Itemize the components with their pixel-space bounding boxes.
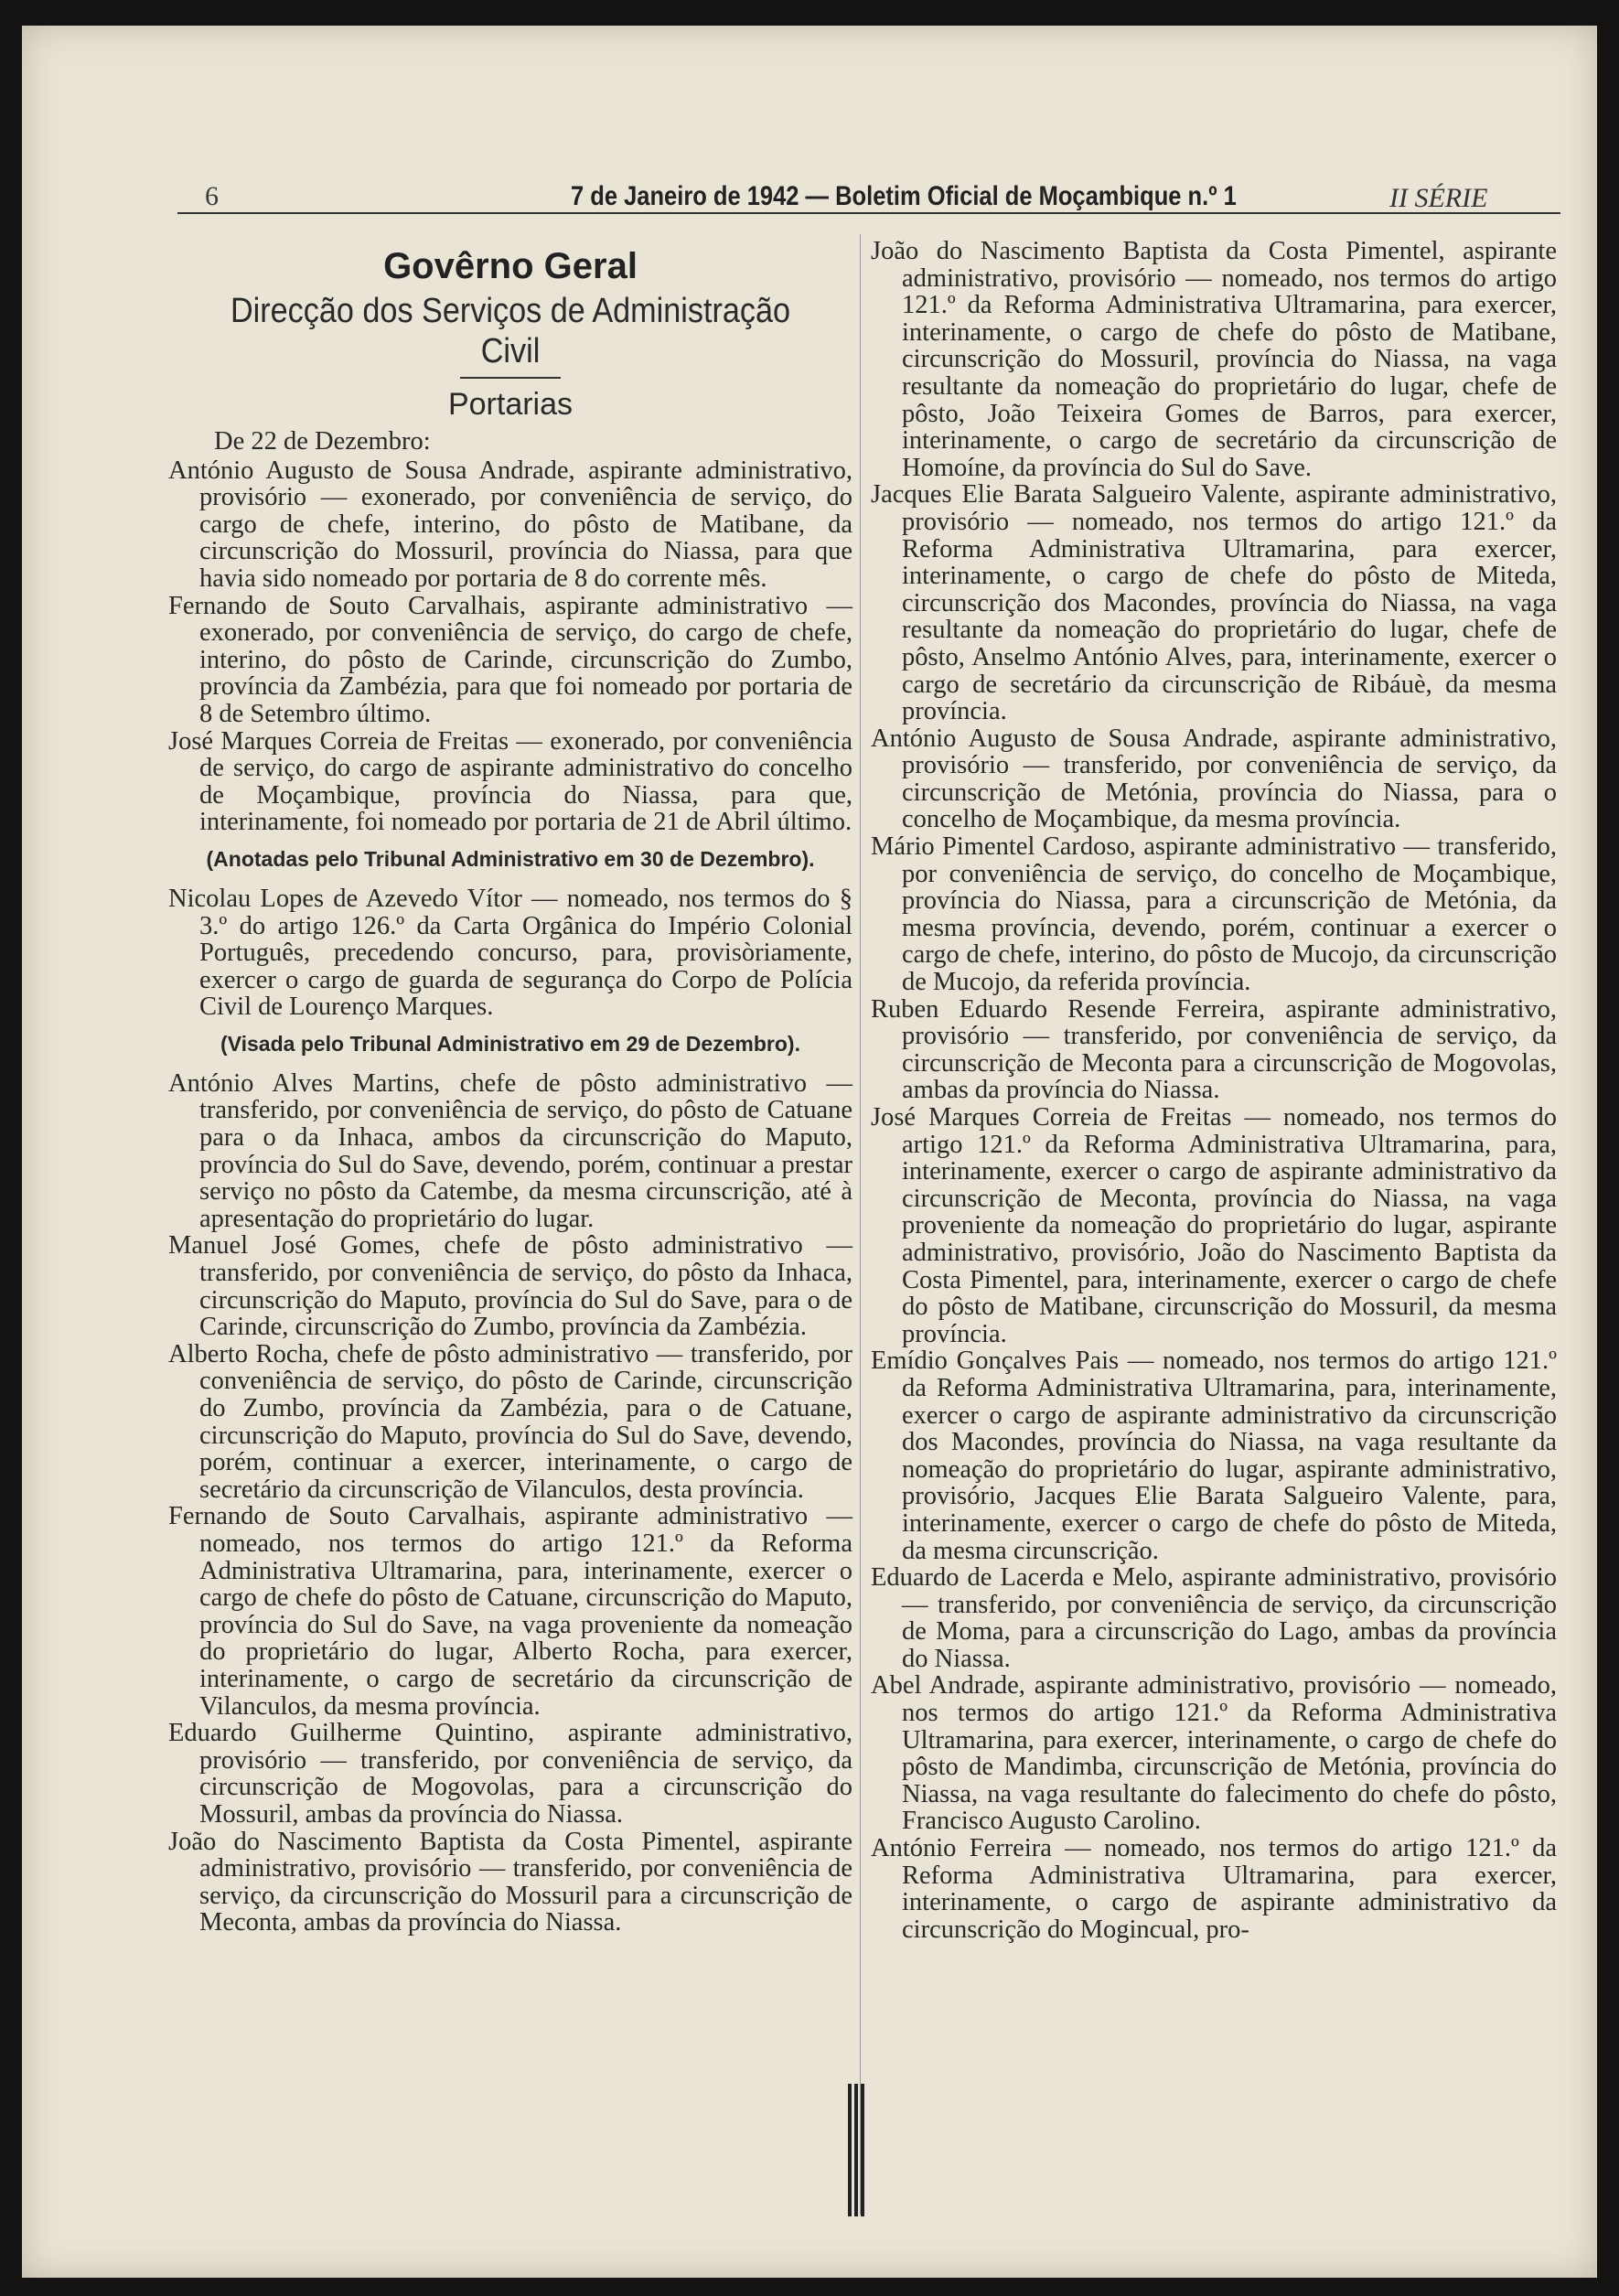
entry: Fernando de Souto Carvalhais, aspirante administrativo — exonerado, por conveniência de serviço, do cargo de chefe, interino, do pôsto de Carinde, circunscrição do Zumbo, província da Zambézia, para que foi nomeado por portaria de 8 de Setembro último.: [168, 591, 852, 728]
entry: José Marques Correia de Freitas — exonerado, por conveniência de serviço, do cargo de aspirante administrativo do concelho de Moçambique, província do Niassa, para que, interinamente, foi nomeado por portaria de 21 de Abril último.: [168, 726, 852, 837]
column-divider: [860, 234, 861, 2215]
entry: Jacques Elie Barata Salgueiro Valente, aspirante administrativo, provisório — nomeado, nos termos do artigo 121.º da Reforma Administrativa Ultramarina, para exercer, interinamente, o cargo de chefe do pôsto de Miteda, circunscrição dos Macondes, província do Niassa, na vaga resultante da nomeação do proprietário do lugar, chefe de pôsto, Anselmo António Alves, para, interinamente, exercer o cargo de secretário da circunscrição de Ribáuè, da mesma província.: [871, 480, 1557, 726]
entry: Mário Pimentel Cardoso, aspirante administrativo — transferido, por conveniência de serviço, do concelho de Moçambique, província do Niassa, para a circunscrição de Metónia, da mesma província, devendo, porém, continuar a exercer o cargo de chefe, interino, do pôsto de Mucojo, da circunscrição de Mucojo, da referida província.: [871, 832, 1557, 997]
header-series: II SÉRIE: [1389, 183, 1488, 213]
entry: João do Nascimento Baptista da Costa Pimentel, aspirante administrativo, provisório — nomeado, nos termos do artigo 121.º da Reforma Administrativa Ultramarina, para exercer, interinamente, o cargo de chefe do pôsto de Matibane, circunscrição do Mossuril, província do Niassa, na vaga resultante da nomeação do proprietário do lugar, chefe de pôsto, João Teixeira Gomes de Barros, para exercer, interinamente, o cargo de secretário da circunscrição de Homoíne, da província do Sul do Save.: [871, 237, 1557, 482]
running-header: [22, 172, 1597, 227]
entry: Manuel José Gomes, chefe de pôsto administrativo — transferido, por conveniência de serviço, do pôsto da Inhaca, circunscrição do Maputo, província do Sul do Save, para o de Carinde, circunscrição do Zumbo, província da Zambézia.: [168, 1231, 852, 1342]
entry: António Augusto de Sousa Andrade, aspirante administrativo, provisório — exonerado, por conveniência de serviço, do cargo de chefe, interino, do pôsto de Matibane, da circunscrição do Mossuril, província do Niassa, para que havia sido nomeado por portaria de 8 do corrente mês.: [168, 456, 852, 593]
entry: Nicolau Lopes de Azevedo Vítor — nomeado, nos termos do § 3.º do artigo 126.º da Carta Orgânica do Império Colonial Português, precedendo concurso, para, provisòriamente, exercer o cargo de guarda de segurança do Corpo de Polícia Civil de Lourenço Marques.: [168, 884, 852, 1022]
header-title: 7 de Janeiro de 1942 — Boletim Oficial de Moçambique n.º 1: [571, 181, 1237, 211]
entry: João do Nascimento Baptista da Costa Pimentel, aspirante administrativo, provisório — transferido, por conveniência de serviço, da circunscrição do Mossuril para a circunscrição de Meconta, ambas da província do Niassa.: [168, 1827, 852, 1937]
header-rule: [177, 212, 1560, 214]
date-line: De 22 de Dezembro:: [214, 427, 431, 456]
section-heading: Portarias: [447, 387, 574, 422]
entry: Eduardo Guilherme Quintino, aspirante administrativo, provisório — transferido, por conveniência de serviço, da circunscrição de Mogovolas, para a circunscrição do Mossuril, ambas da província do Niassa.: [168, 1719, 852, 1829]
annotation-note: (Visada pelo Tribunal Administrativo em 29 de Dezembro).: [220, 1031, 800, 1056]
right-column: [871, 238, 1557, 1943]
entry: José Marques Correia de Freitas — nomeado, nos termos do artigo 121.º da Reforma Administrativa Ultramarina, para, interinamente, exercer o cargo de aspirante administrativo da circunscrição de Meconta, província do Niassa, na vaga proveniente da nomeação do proprietário do lugar, aspirante administrativo, provisório, João do Nascimento Baptista da Costa Pimentel, para, interinamente, exercer o cargo de chefe do pôsto de Matibane, circunscrição do Mossuril, da mesma província.: [871, 1103, 1557, 1348]
document-page: [22, 26, 1597, 2278]
binding-marks: [848, 2084, 872, 2216]
entry: Ruben Eduardo Resende Ferreira, aspirante administrativo, provisório — transferido, por conveniência de serviço, da circunscrição de Meconta para a circunscrição de Mogovolas, ambas da província do Niassa.: [871, 994, 1557, 1105]
section-subtitle: Direcção dos Serviços de Administração Civil: [230, 292, 791, 370]
title-rule: [460, 377, 561, 379]
entry: António Augusto de Sousa Andrade, aspirante administrativo, provisório — transferido, por conveniência de serviço, da circunscrição de Metónia, província do Niassa, para o concelho de Moçambique, da mesma província.: [871, 724, 1557, 834]
section-title: Govêrno Geral: [383, 246, 638, 286]
entry: Fernando de Souto Carvalhais, aspirante administrativo — nomeado, nos termos do artigo 121.º da Reforma Administrativa Ultramarina, para, interinamente, exercer o cargo de chefe do pôsto de Catuane, circunscrição do Maputo, província do Sul do Save, na vaga proveniente da nomeação do proprietário do lugar, Alberto Rocha, para exercer, interinamente, o cargo de secretário da circunscrição de Vilanculos, da mesma província.: [168, 1502, 852, 1721]
left-column: [168, 238, 852, 1937]
entry: Abel Andrade, aspirante administrativo, provisório — nomeado, nos termos do artigo 121.º da Reforma Administrativa Ultramarina, para exercer, interinamente, o cargo de chefe do pôsto de Mandimba, circunscrição de Metónia, província do Niassa, na vaga resultante do falecimento do chefe do pôsto, Francisco Augusto Carolino.: [871, 1671, 1557, 1836]
entry: António Ferreira — nomeado, nos termos do artigo 121.º da Reforma Administrativa Ultramarina, para exercer, interinamente, o cargo de aspirante administrativo da circunscrição do Mogincual, pro-: [871, 1834, 1557, 1944]
entry: António Alves Martins, chefe de pôsto administrativo — transferido, por conveniência de serviço, do pôsto de Catuane para o da Inhaca, ambos da circunscrição do Maputo, província do Sul do Save, devendo, porém, continuar a prestar serviço no pôsto da Catembe, da mesma circunscrição, até à apresentação do proprietário do lugar.: [168, 1068, 852, 1233]
page-number: 6: [205, 181, 219, 211]
entry: Eduardo de Lacerda e Melo, aspirante administrativo, provisório — transferido, por conveniência de serviço, da circunscrição de Moma, para a circunscrição do Lago, ambas da província do Niassa.: [871, 1563, 1557, 1673]
entry: Emídio Gonçalves Pais — nomeado, nos termos do artigo 121.º da Reforma Administrativa Ultramarina, para, interinamente, exercer o cargo de aspirante administrativo da circunscrição dos Macondes, província do Niassa, na vaga resultante da nomeação do proprietário do lugar, aspirante administrativo, provisório, Jacques Elie Barata Salgueiro Valente, para, interinamente, exercer o cargo de chefe do pôsto de Miteda, da mesma circunscrição.: [871, 1346, 1557, 1565]
annotation-note: (Anotadas pelo Tribunal Administrativo em 30 de Dezembro).: [206, 846, 815, 871]
entry: Alberto Rocha, chefe de pôsto administrativo — transferido, por conveniência de serviço, do pôsto de Carinde, circunscrição do Zumbo, província da Zambézia, para o de Catuane, circunscrição do Maputo, província do Sul do Save, devendo, porém, continuar a exercer, interinamente, o cargo de secretário da circunscrição de Vilanculos, desta província.: [168, 1339, 852, 1504]
